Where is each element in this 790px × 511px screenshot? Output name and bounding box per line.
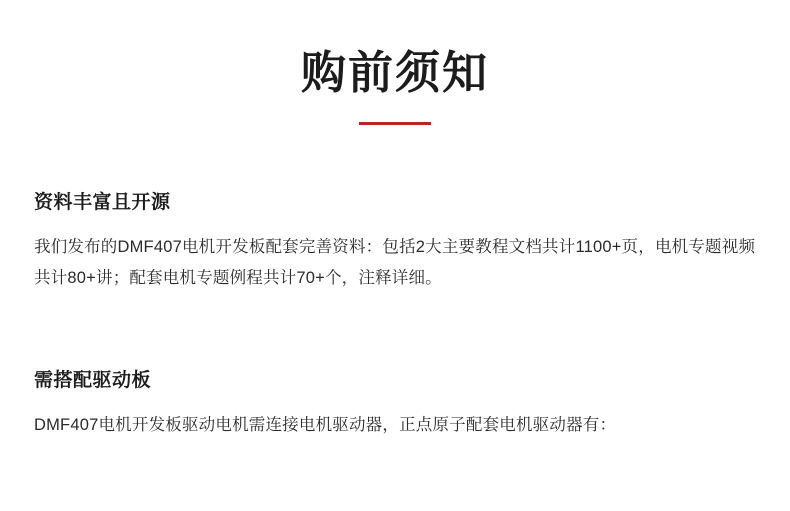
content-area [0,187,790,441]
title-block [0,0,790,125]
section-resources [34,187,756,293]
section-paragraph: 我们发布的DMF407电机开发板配套完善资料：包括2大主要教程文档共计1100+页，电机专题视频共计80+讲；配套电机专题例程共计70+个，注释详细。 [34,238,756,287]
section-paragraph: DMF407电机开发板驱动电机需连接电机驱动器，正点原子配套电机驱动器有： [34,416,617,435]
section-heading: 需搭配驱动板 [34,370,152,392]
section-driver-board [34,365,756,441]
page-title: 购前须知 [300,47,489,98]
section-heading: 资料丰富且开源 [34,192,171,213]
title-underline-rule [359,122,431,125]
